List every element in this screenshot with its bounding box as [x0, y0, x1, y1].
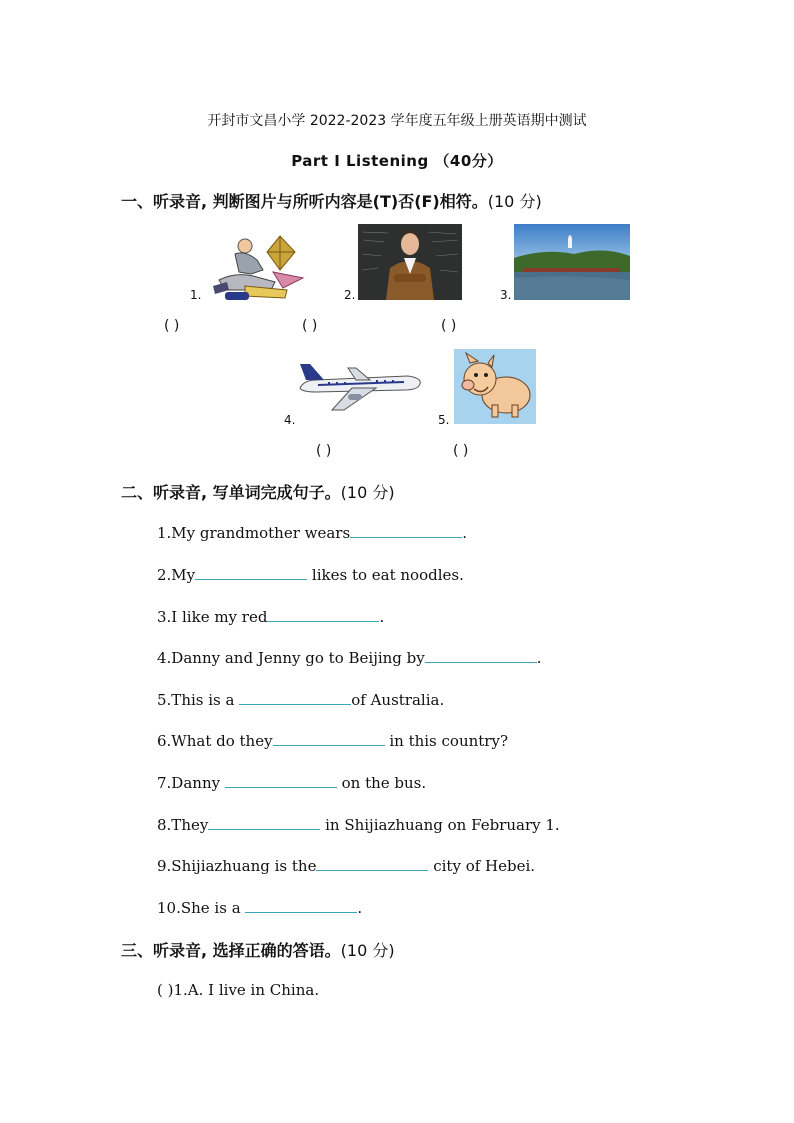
man-making-kite-icon [205, 230, 305, 302]
part-heading: Part I Listening （40分） [291, 152, 503, 170]
picture-number: 5. [438, 413, 450, 427]
answer-blank[interactable] [208, 815, 320, 830]
sentence-6: 6.What do they in this country? [157, 732, 508, 750]
answer-blank[interactable] [267, 607, 379, 622]
answer-paren-1[interactable]: ( ) [164, 318, 180, 334]
sentence-8: 8.They in Shijiazhuang on February 1. [157, 816, 560, 834]
answer-blank[interactable] [425, 648, 537, 663]
sentence-4: 4.Danny and Jenny go to Beijing by . [157, 649, 542, 667]
document-title: 开封市文昌小学 2022-2023 学年度五年级上册英语期中测试 [207, 113, 587, 129]
answer-blank[interactable] [225, 773, 337, 788]
answer-blank[interactable] [245, 898, 357, 913]
sentence-5: 5.This is a of Australia. [157, 691, 445, 709]
answer-paren-3[interactable]: ( ) [441, 318, 457, 334]
answer-blank[interactable] [273, 731, 385, 746]
choice-question-1[interactable]: ( )1.A. I live in China. [157, 981, 320, 999]
answer-blank[interactable] [350, 523, 462, 538]
picture-number: 1. [190, 288, 202, 302]
pig-icon [454, 349, 536, 424]
answer-paren-2[interactable]: ( ) [302, 318, 318, 334]
section-2-heading: 二、听录音, 写单词完成句子。(10 分) [121, 483, 395, 502]
section-1-heading: 一、听录音, 判断图片与所听内容是(T)否(F)相符。(10 分) [121, 192, 542, 211]
sentence-3: 3.I like my red . [157, 608, 385, 626]
answer-blank[interactable] [316, 856, 428, 871]
answer-paren-4[interactable]: ( ) [316, 443, 332, 459]
sentence-9: 9.Shijiazhuang is the city of Hebei. [157, 857, 536, 875]
sentence-7: 7.Danny on the bus. [157, 774, 427, 792]
answer-paren-5[interactable]: ( ) [453, 443, 469, 459]
airplane-icon [296, 358, 424, 414]
teacher-at-blackboard-icon [358, 224, 462, 300]
sentence-1: 1.My grandmother wears . [157, 524, 467, 542]
picture-number: 4. [284, 413, 296, 427]
picture-number: 2. [344, 288, 356, 302]
picture-number: 3. [500, 288, 512, 302]
sentence-10: 10.She is a . [157, 899, 363, 917]
answer-blank[interactable] [195, 565, 307, 580]
answer-blank[interactable] [239, 690, 351, 705]
beihai-park-white-pagoda-icon [514, 224, 630, 300]
sentence-2: 2.My likes to eat noodles. [157, 566, 464, 584]
section-3-heading: 三、听录音, 选择正确的答语。(10 分) [121, 941, 395, 960]
